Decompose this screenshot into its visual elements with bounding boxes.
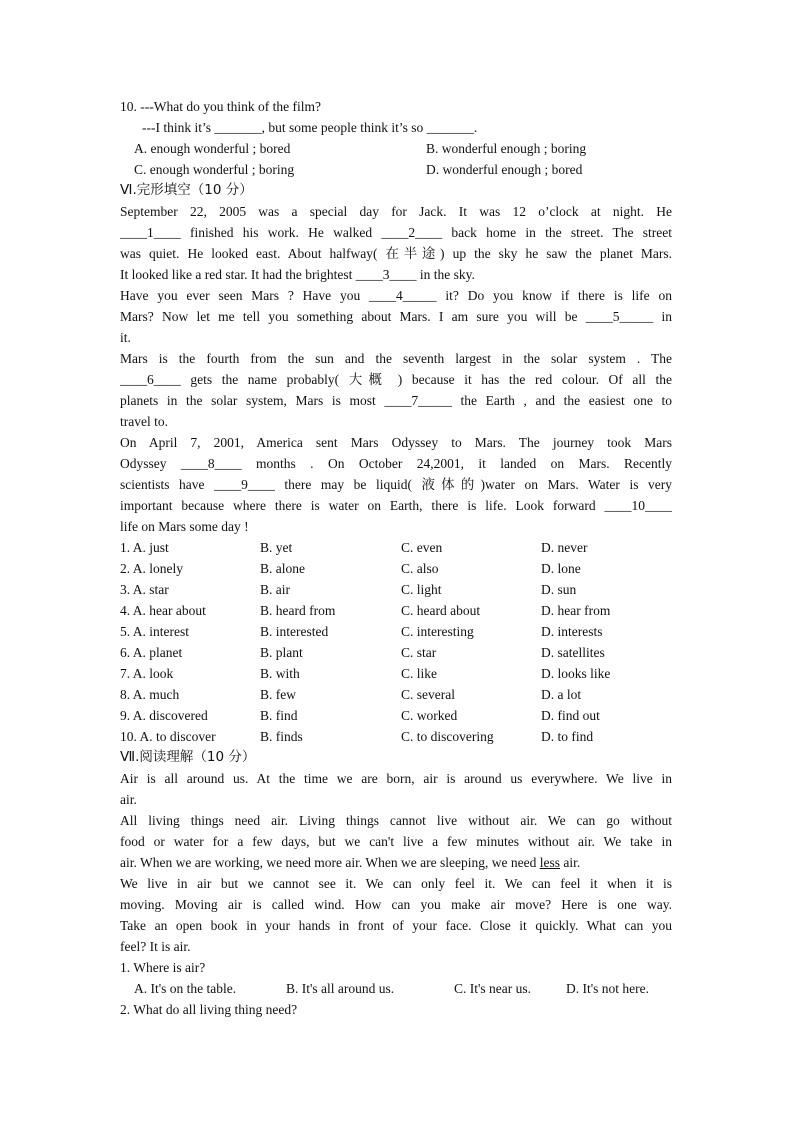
option: C. worked [401, 708, 458, 723]
question-10-options-row [120, 138, 672, 159]
passage-line: All living things need air. Living things cannot live without air. We can go without [120, 813, 672, 828]
passage-line: planets in the solar system, Mars is most ____7_____ the Earth , and the easiest one to [120, 393, 672, 408]
option: 10. A. to discover [120, 729, 216, 744]
passage-line: ____6____ gets the name probably( 大概 ) because it has the red colour. Of all the [120, 372, 672, 387]
option: D. satellites [541, 645, 605, 660]
option: B. interested [260, 624, 329, 639]
passage-line: It looked like a red star. It had the brightest ____3____ in the sky. [120, 267, 475, 282]
option: D. looks like [541, 666, 611, 681]
question-10: 10. ---What do you think of the film? [120, 99, 321, 114]
option: D. wonderful enough ; bored [426, 162, 583, 177]
option: C. even [401, 540, 443, 555]
passage-line: Have you ever seen Mars ? Have you ____4_____ it? Do you know if there is life on [120, 288, 672, 303]
passage-line: feel? It is air. [120, 939, 191, 954]
option: 6. A. planet [120, 645, 183, 660]
option: C. light [401, 582, 442, 597]
cloze-option-row [120, 705, 672, 726]
option: C. star [401, 645, 437, 660]
option: D. lone [541, 561, 581, 576]
option: B. air [260, 582, 290, 597]
passage-line: We live in air but we cannot see it. We can only feel it. We can feel it when it is [120, 876, 672, 891]
passage-line: life on Mars some day ! [120, 519, 249, 534]
option: 5. A. interest [120, 624, 189, 639]
option: B. finds [260, 729, 303, 744]
passage-line: moving. Moving air is called wind. How can you make air move? Here is one way. [120, 897, 672, 912]
option: C. like [401, 666, 437, 681]
option: C. also [401, 561, 439, 576]
option: D. sun [541, 582, 577, 597]
option: 2. A. lonely [120, 561, 183, 576]
underlined-word: less [539, 855, 560, 870]
passage-line: air. [120, 792, 137, 807]
exam-page [120, 96, 672, 1020]
option: C. several [401, 687, 455, 702]
passage-text: air. [559, 855, 581, 870]
option: 3. A. star [120, 582, 169, 597]
option: D. It's not here. [566, 981, 650, 996]
section-7-heading: Ⅶ.阅读理解（10 分） [120, 749, 256, 765]
cloze-option-row [120, 537, 672, 558]
passage-line: ____1____ finished his work. He walked ____2____ back home in the street. The street [120, 225, 672, 240]
option: B. heard from [260, 603, 336, 618]
option: A. enough wonderful ; bored [134, 141, 291, 156]
cloze-option-row [120, 579, 672, 600]
passage-line: Mars is the fourth from the sun and the seventh largest in the solar system . The [120, 351, 672, 366]
passage-line: Air is all around us. At the time we are born, air is around us everywhere. We live in [120, 771, 672, 786]
cloze-option-row [120, 558, 672, 579]
reading-question-2: 2. What do all living thing need? [120, 1002, 298, 1017]
passage-line: scientists have ____9____ there may be liquid( 液体的)water on Mars. Water is very [120, 477, 672, 492]
option: 7. A. look [120, 666, 174, 681]
option: D. to find [541, 729, 594, 744]
option: B. few [260, 687, 296, 702]
option: C. interesting [401, 624, 474, 639]
passage-line [120, 852, 672, 873]
cloze-options [120, 537, 672, 747]
question-10-options-row [120, 159, 672, 180]
passage-line: September 22, 2005 was a special day for Jack. It was 12 o’clock at night. He [120, 204, 672, 219]
option: 8. A. much [120, 687, 180, 702]
passage-line: travel to. [120, 414, 168, 429]
passage-line: Mars? Now let me tell you something about Mars. I am sure you will be ____5_____ in [120, 309, 672, 324]
option: B. alone [260, 561, 305, 576]
passage-line: On April 7, 2001, America sent Mars Odyssey to Mars. The journey took Mars [120, 435, 672, 450]
option: D. find out [541, 708, 600, 723]
option: D. never [541, 540, 588, 555]
cloze-option-row [120, 642, 672, 663]
reading-question-1: 1. Where is air? [120, 960, 206, 975]
option: C. It's near us. [454, 981, 532, 996]
option: D. hear from [541, 603, 611, 618]
cloze-option-row [120, 621, 672, 642]
option: 9. A. discovered [120, 708, 208, 723]
option: B. yet [260, 540, 293, 555]
passage-line: Odyssey ____8____ months . On October 24,2001, it landed on Mars. Recently [120, 456, 672, 471]
option: D. a lot [541, 687, 582, 702]
option: B. wonderful enough ; boring [426, 141, 587, 156]
option: B. find [260, 708, 298, 723]
option: C. to discovering [401, 729, 494, 744]
cloze-option-row [120, 726, 672, 747]
passage-line: food or water for a few days, but we can't live a few minutes without air. We take in [120, 834, 672, 849]
cloze-passage [120, 201, 672, 537]
option: A. It's on the table. [134, 981, 237, 996]
cloze-option-row [120, 684, 672, 705]
option: B. plant [260, 645, 303, 660]
option: C. heard about [401, 603, 481, 618]
section-6-heading: Ⅵ.完形填空（10 分） [120, 182, 253, 198]
option: B. with [260, 666, 300, 681]
passage-line: was quiet. He looked east. About halfway( 在半途) up the sky he saw the planet Mars. [120, 246, 672, 261]
option: D. interests [541, 624, 603, 639]
reading-passage [120, 768, 672, 957]
passage-line: important because where there is water on Earth, there is life. Look forward ____10____ [120, 498, 672, 513]
reading-question-1-options [120, 978, 672, 999]
option: 1. A. just [120, 540, 169, 555]
option: C. enough wonderful ; boring [134, 162, 295, 177]
question-10-answer-line: ---I think it’s _______, but some people think it’s so _______. [142, 120, 478, 135]
passage-line: Take an open book in your hands in front of your face. Close it quickly. What can you [120, 918, 672, 933]
passage-text: air. When we are working, we need more air. When we are sleeping, we need [120, 855, 537, 870]
passage-line: it. [120, 330, 131, 345]
cloze-option-row [120, 600, 672, 621]
option: B. It's all around us. [286, 981, 395, 996]
option: 4. A. hear about [120, 603, 206, 618]
cloze-option-row [120, 663, 672, 684]
